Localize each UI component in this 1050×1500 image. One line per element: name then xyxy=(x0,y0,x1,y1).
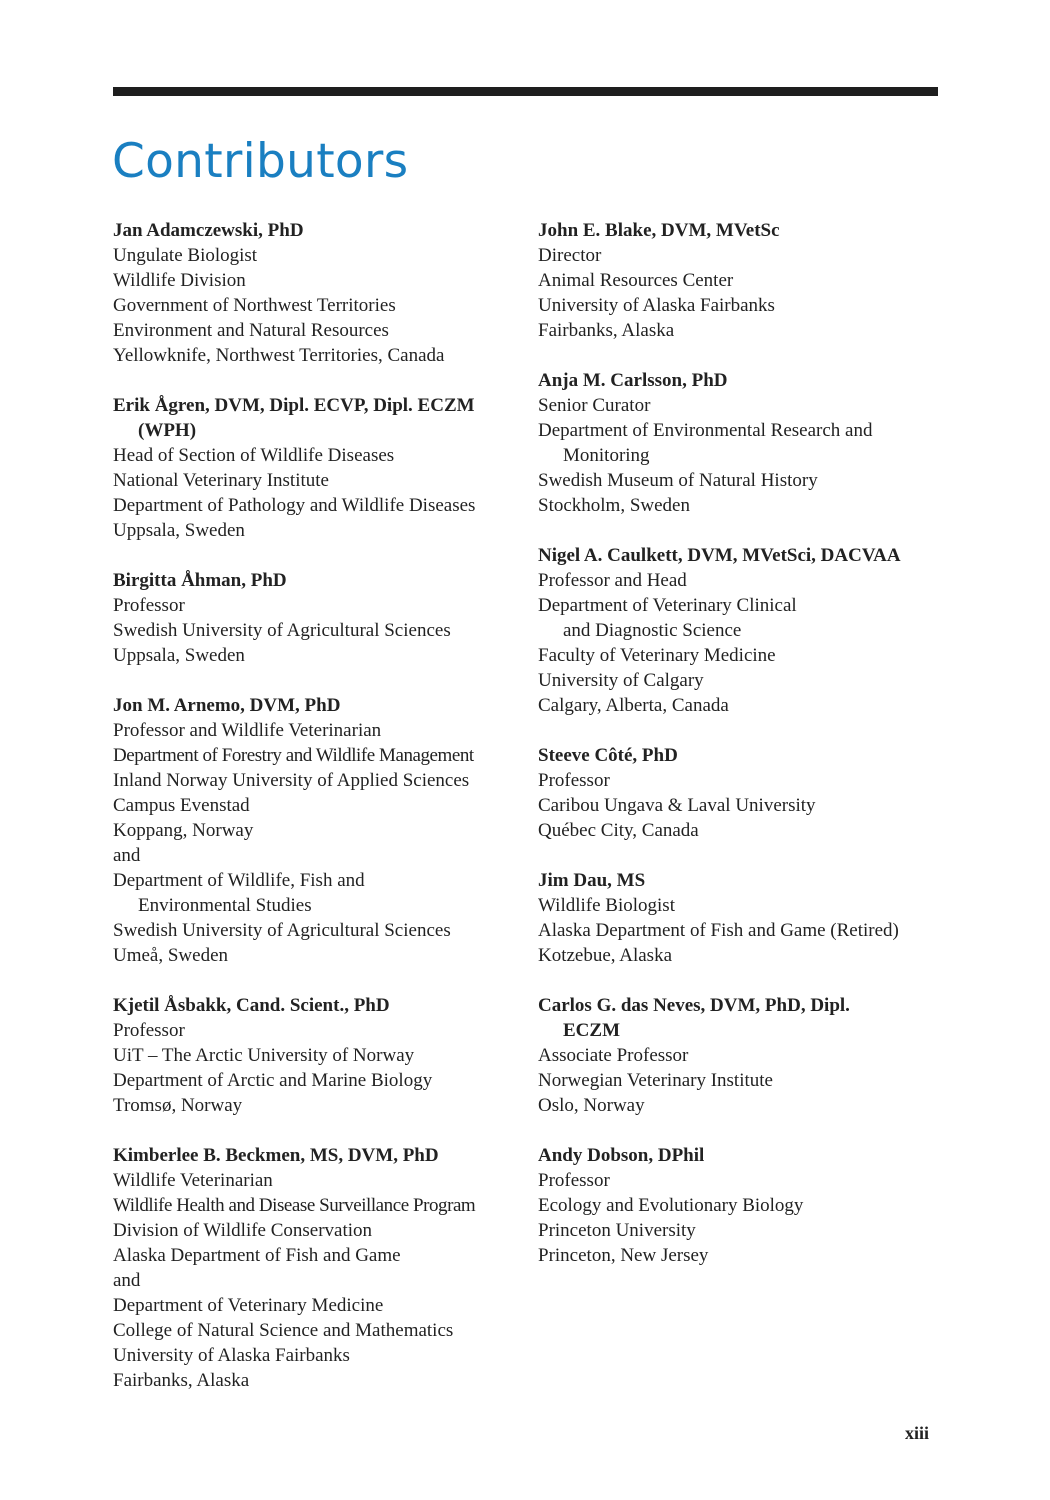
contributor-entry xyxy=(538,993,948,1118)
affiliation-line: Head of Section of Wildlife Diseases xyxy=(113,445,395,466)
affiliation-line: Koppang, Norway xyxy=(113,820,254,841)
affiliation-line: Department of Environmental Research and xyxy=(538,420,873,441)
affiliation-line: University of Alaska Fairbanks xyxy=(538,295,775,316)
affiliation-line: Kotzebue, Alaska xyxy=(538,945,673,966)
contributor-entry xyxy=(113,218,533,368)
page-number: xiii xyxy=(905,1423,930,1443)
affiliation-line: Tromsø, Norway xyxy=(113,1095,243,1116)
affiliation-line: Wildlife Veterinarian xyxy=(113,1170,273,1191)
affiliation-line: Department of Pathology and Wildlife Diseases xyxy=(113,495,476,516)
affiliation-line: Associate Professor xyxy=(538,1045,689,1066)
affiliation-line: Alaska Department of Fish and Game (Retired) xyxy=(538,920,899,941)
contributor-entry xyxy=(113,693,533,968)
affiliation-line: Professor xyxy=(538,770,610,791)
affiliation-line: and xyxy=(113,845,141,866)
affiliation-line: Division of Wildlife Conservation xyxy=(113,1220,373,1241)
affiliation-line: Campus Evenstad xyxy=(113,795,250,816)
affiliation-line: Princeton University xyxy=(538,1220,696,1241)
affiliation-line: Stockholm, Sweden xyxy=(538,495,690,516)
affiliation-line: Princeton, New Jersey xyxy=(538,1245,709,1266)
contributor-name: Anja M. Carlsson, PhD xyxy=(538,370,728,391)
affiliation-line: Professor xyxy=(113,1020,185,1041)
page-title: Contributors xyxy=(112,134,409,189)
affiliation-line: Uppsala, Sweden xyxy=(113,645,245,666)
affiliation-line: Professor xyxy=(113,595,185,616)
contributor-name: Nigel A. Caulkett, DVM, MVetSci, DACVAA xyxy=(538,545,901,566)
contributor-entry xyxy=(113,993,533,1118)
contributor-name: John E. Blake, DVM, MVetSc xyxy=(538,220,780,241)
contributor-name: Birgitta Åhman, PhD xyxy=(113,570,287,591)
contributor-name: Erik Ågren, DVM, Dipl. ECVP, Dipl. ECZM xyxy=(113,395,475,416)
affiliation-line: Oslo, Norway xyxy=(538,1095,645,1116)
contributor-entry xyxy=(113,393,533,543)
affiliation-line: Yellowknife, Northwest Territories, Canada xyxy=(113,345,445,366)
affiliation-line: and Diagnostic Science xyxy=(563,620,742,641)
affiliation-line: National Veterinary Institute xyxy=(113,470,329,491)
contributors-column-left xyxy=(113,218,533,1418)
affiliation-line: Inland Norway University of Applied Sciences xyxy=(113,770,470,791)
contributors-column-right xyxy=(538,218,948,1293)
affiliation-line: University of Alaska Fairbanks xyxy=(113,1345,350,1366)
affiliation-line: Department of Wildlife, Fish and xyxy=(113,870,365,891)
affiliation-line: Department of Forestry and Wildlife Management xyxy=(113,745,474,766)
affiliation-line: Department of Arctic and Marine Biology xyxy=(113,1070,433,1091)
affiliation-line: Director xyxy=(538,245,602,266)
affiliation-line: Swedish Museum of Natural History xyxy=(538,470,818,491)
contributor-name: Carlos G. das Neves, DVM, PhD, Dipl. xyxy=(538,995,850,1016)
contributor-name: Jim Dau, MS xyxy=(538,870,646,891)
contributor-name: Kjetil Åsbakk, Cand. Scient., PhD xyxy=(113,995,390,1016)
affiliation-line: Professor and Wildlife Veterinarian xyxy=(113,720,382,741)
affiliation-line: Umeå, Sweden xyxy=(113,945,229,966)
affiliation-line: Wildlife Biologist xyxy=(538,895,675,916)
affiliation-line: Ungulate Biologist xyxy=(113,245,258,266)
contributor-name: Kimberlee B. Beckmen, MS, DVM, PhD xyxy=(113,1145,439,1166)
affiliation-line: Animal Resources Center xyxy=(538,270,734,291)
affiliation-line: Senior Curator xyxy=(538,395,651,416)
affiliation-line: Professor xyxy=(538,1170,610,1191)
affiliation-line: Department of Veterinary Medicine xyxy=(113,1295,384,1316)
affiliation-line: Wildlife Division xyxy=(113,270,246,291)
contributor-name: Andy Dobson, DPhil xyxy=(538,1145,705,1166)
contributor-entry xyxy=(113,1143,533,1393)
affiliation-line: Fairbanks, Alaska xyxy=(113,1370,250,1391)
affiliation-line: Environment and Natural Resources xyxy=(113,320,389,341)
affiliation-line: University of Calgary xyxy=(538,670,704,691)
affiliation-line: Swedish University of Agricultural Sciences xyxy=(113,920,451,941)
contributor-name: Jan Adamczewski, PhD xyxy=(113,220,304,241)
affiliation-line: Government of Northwest Territories xyxy=(113,295,396,316)
affiliation-line: Department of Veterinary Clinical xyxy=(538,595,797,616)
affiliation-line: Québec City, Canada xyxy=(538,820,699,841)
contributor-name: Steeve Côté, PhD xyxy=(538,745,678,766)
contributor-name-continued: ECZM xyxy=(563,1020,620,1041)
affiliation-line: Swedish University of Agricultural Sciences xyxy=(113,620,451,641)
affiliation-line: Environmental Studies xyxy=(138,895,312,916)
affiliation-line: Wildlife Health and Disease Surveillance Program xyxy=(113,1195,476,1216)
contributor-entry xyxy=(538,868,948,968)
affiliation-line: Uppsala, Sweden xyxy=(113,520,245,541)
affiliation-line: Norwegian Veterinary Institute xyxy=(538,1070,773,1091)
affiliation-line: Faculty of Veterinary Medicine xyxy=(538,645,776,666)
affiliation-line: Calgary, Alberta, Canada xyxy=(538,695,729,716)
contributor-name: Jon M. Arnemo, DVM, PhD xyxy=(113,695,341,716)
affiliation-line: Ecology and Evolutionary Biology xyxy=(538,1195,804,1216)
header-rule xyxy=(113,87,938,96)
affiliation-line: Professor and Head xyxy=(538,570,687,591)
contributor-entry xyxy=(538,543,948,718)
contributor-entry xyxy=(538,218,948,343)
affiliation-line: and xyxy=(113,1270,141,1291)
contributor-name-continued: (WPH) xyxy=(138,420,197,441)
affiliation-line: Fairbanks, Alaska xyxy=(538,320,675,341)
contributor-entry xyxy=(538,368,948,518)
affiliation-line: Monitoring xyxy=(563,445,650,466)
contributor-entry xyxy=(113,568,533,668)
affiliation-line: College of Natural Science and Mathematics xyxy=(113,1320,454,1341)
contributor-entry xyxy=(538,743,948,843)
affiliation-line: UiT – The Arctic University of Norway xyxy=(113,1045,415,1066)
affiliation-line: Alaska Department of Fish and Game xyxy=(113,1245,401,1266)
affiliation-line: Caribou Ungava & Laval University xyxy=(538,795,816,816)
contributor-entry xyxy=(538,1143,948,1268)
